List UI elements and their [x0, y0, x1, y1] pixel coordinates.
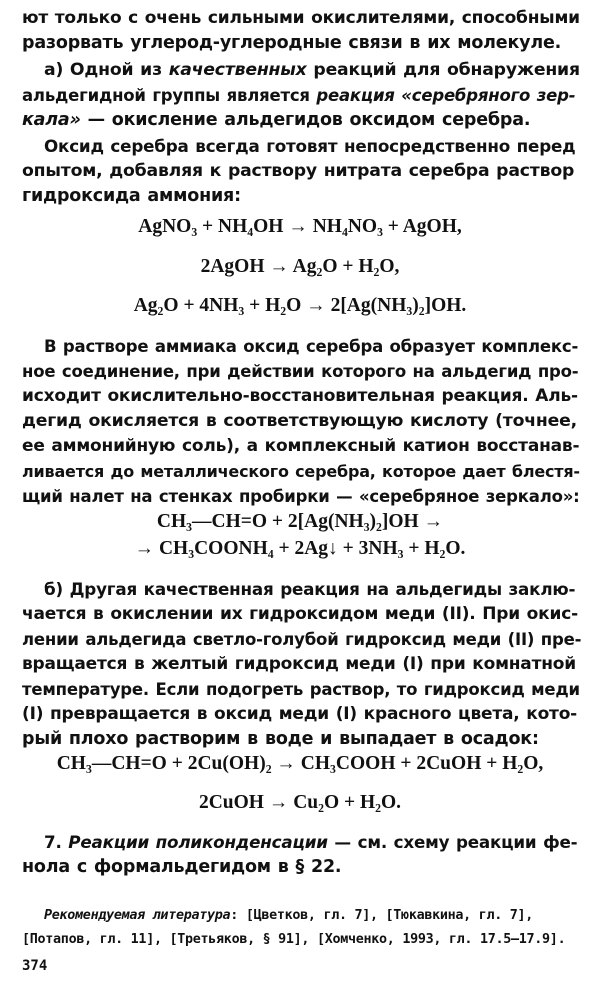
text-line: ее аммонийную соль), а комплексный катион восстанав- — [22, 436, 580, 456]
text-line — [22, 58, 582, 83]
italic-term: качественных — [168, 60, 307, 80]
text-line: исходит окислительно-восстановительная реакция. Аль- — [22, 386, 578, 406]
equation-3: Ag₂O + 4NH₃ + H₂O → 2[Ag(NH₃)₂]OH. — [133, 295, 467, 316]
text-line: разорвать углерод-углеродные связи в их молекуле. — [22, 33, 562, 53]
text-run: альдегидной группы является — [22, 86, 317, 105]
text-line: дегид окисляется в соответствующую кислоту (точнее, — [22, 411, 577, 431]
text-line: ное соединение, при действии которого на альдегид про- — [22, 362, 579, 381]
paragraph-silver-mirror-intro — [22, 58, 582, 133]
text-line: [Потапов, гл. 11], [Третьяков, § 91], [Хомченко, 1993, гл. 17.5—17.9]. — [22, 932, 566, 947]
equation-1: AgNO₃ + NH₄OH → NH₄NO₃ + AgOH, — [138, 216, 462, 237]
paragraph-polycondensation — [22, 830, 582, 880]
text-line — [22, 904, 582, 928]
text-line: ют только с очень сильными окислителями, способными — [22, 8, 580, 28]
text-line: ливается до металлического серебра, которое дает блестя- — [22, 462, 580, 481]
text-line: температуре. Если подогреть раствор, то гидроксид меди — [22, 680, 580, 699]
text-line: лении альдегида светло-голубой гидроксид меди (II) пре- — [22, 630, 582, 649]
equation-2: 2AgOH → Ag₂O + H₂O, — [200, 256, 400, 277]
text-line: (I) превращается в оксид меди (I) красного цвета, кото- — [22, 704, 578, 724]
paragraph-silver-oxide — [22, 134, 582, 209]
equation-7: 2CuOH → Cu₂O + H₂O. — [198, 792, 402, 813]
text-line: опытом, добавляя к раствору нитрата серебра раствор — [22, 161, 575, 181]
italic-term: Реакции поликонденсации — [68, 832, 328, 852]
text-run: — см. схему реакции фе- — [327, 832, 578, 852]
text-line: щий налет на стенках пробирки — «серебряное зеркало»: — [22, 487, 580, 506]
paragraph-continuation — [22, 6, 582, 56]
text-line: Оксид серебра всегда готовят непосредственно перед — [44, 136, 576, 156]
text-line: вращается в желтый гидроксид меди (I) при комнатной — [22, 654, 576, 674]
equation-4: CH₃—CH=O + 2[Ag(NH₃)₂]OH → — [156, 511, 444, 532]
text-line: чается в окислении их гидроксидом меди (II). При окис- — [22, 604, 578, 624]
text-run: а) Одной из — [44, 60, 169, 80]
text-line — [22, 830, 582, 855]
text-line — [22, 83, 582, 108]
text-line: б) Другая качественная реакция на альдегиды заклю- — [44, 579, 576, 599]
equation-6: CH₃—CH=O + 2Cu(OH)₂ → CH₃COOH + 2CuOH + H₂O, — [56, 753, 544, 774]
text-run: реакций для обнаружения — [306, 60, 580, 80]
equation-5: → CH₃COONH₄ + 2Ag↓ + 3NH₃ + H₂O. — [134, 538, 466, 559]
text-line: В растворе аммиака оксид серебра образует комплекс- — [44, 337, 579, 356]
text-line: нола с формальдегидом в § 22. — [22, 857, 342, 877]
page-number: 374 — [22, 958, 48, 974]
italic-term: кала» — [22, 110, 81, 130]
paragraph-copper-hydroxide — [22, 577, 582, 752]
text-run: : [Цветков, гл. 7], [Тюкавкина, гл. 7], — [230, 908, 534, 923]
text-line: гидроксида аммония: — [22, 186, 241, 206]
italic-term: Рекомендуемая литература — [44, 908, 231, 923]
recommended-literature — [22, 904, 582, 952]
text-run: — окисление альдегидов оксидом серебра. — [80, 110, 531, 130]
text-line: рый плохо растворим в воде и выпадает в осадок: — [22, 729, 539, 749]
paragraph-ammonia-complex — [22, 334, 582, 509]
text-line — [22, 108, 582, 133]
italic-term: реакция «серебряного зер- — [316, 86, 576, 105]
text-run: 7. — [44, 832, 69, 852]
